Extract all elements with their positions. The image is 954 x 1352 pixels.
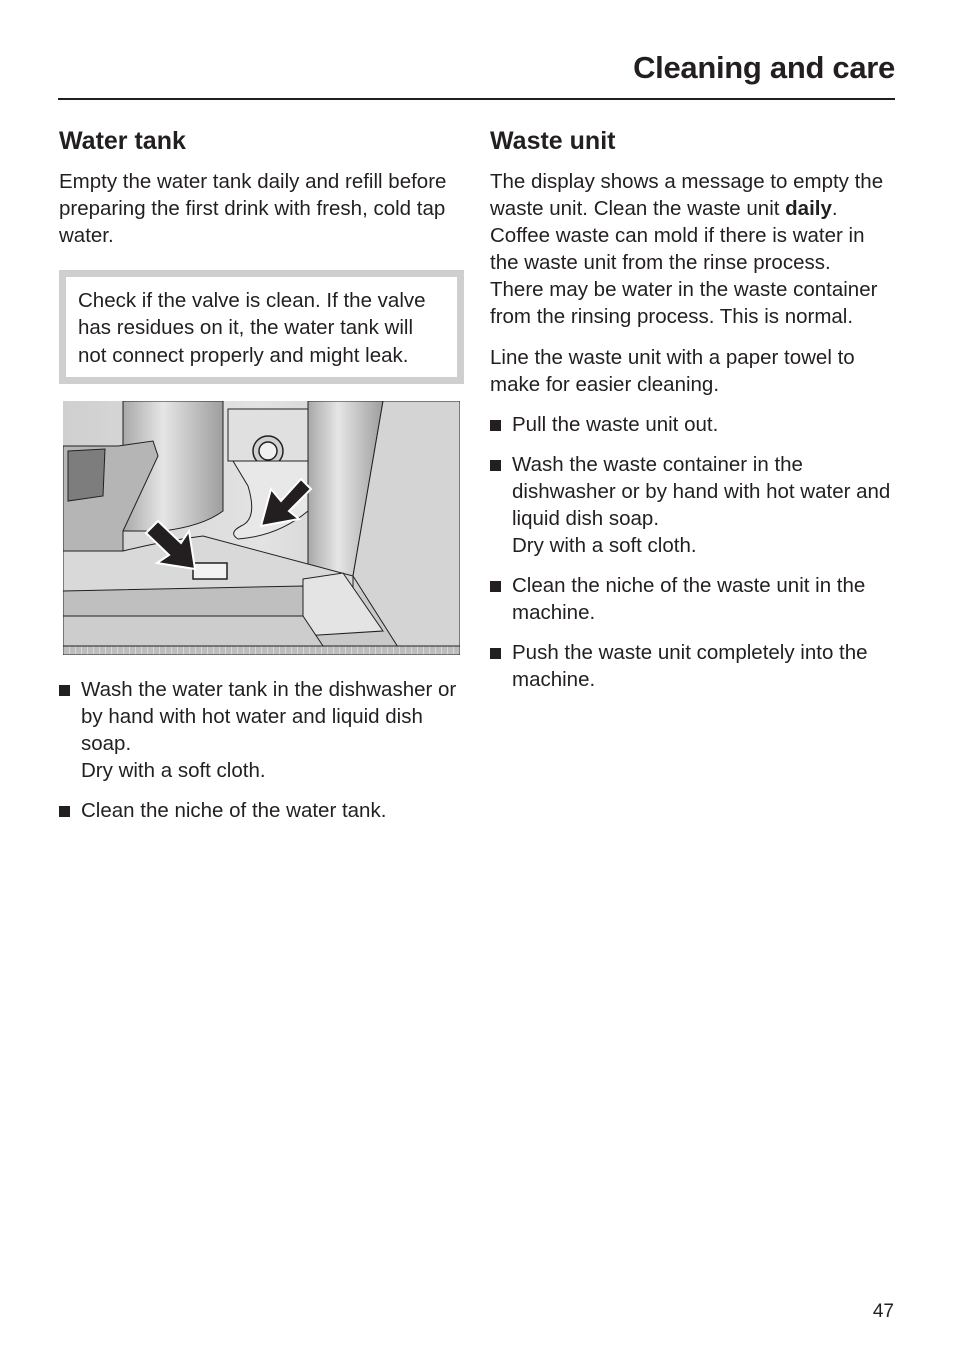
water-tank-steps [59,676,464,824]
header-title: Cleaning and care [633,50,895,85]
valve-notice-box [59,270,464,384]
niche-drawing [63,401,460,655]
bullet-square-icon [490,460,501,471]
header-rule [58,98,895,100]
water-tank-section [59,124,464,824]
bullet-square-icon [59,685,70,696]
waste-unit-section [490,124,896,693]
bullet-square-icon [490,648,501,659]
list-item: Push the waste unit completely into the machine. [490,639,896,693]
waste-unit-heading: Waste unit [490,127,616,155]
water-tank-niche-illustration [63,401,460,655]
page-number: 47 [872,1301,894,1322]
list-item: Pull the waste unit out. [490,411,896,438]
list-item: Clean the niche of the water tank. [59,797,464,824]
list-item: Clean the niche of the waste unit in the machine. [490,572,896,626]
bullet-square-icon [490,581,501,592]
list-item: Wash the water tank in the dishwasher or by hand with hot water and liquid dish soap. Dry with a soft cloth. [59,676,464,784]
bullet-square-icon [490,420,501,431]
water-tank-heading: Water tank [59,127,186,155]
paper-towel-tip: Line the waste unit with a paper towel to make for easier cleaning. [490,346,855,396]
bullet-square-icon [59,806,70,817]
valve-notice-text: Check if the valve is clean. If the valve has residues on it, the water tank will not connect properly and might leak. [78,289,426,367]
waste-unit-steps [490,411,896,693]
water-tank-intro: Empty the water tank daily and refill before preparing the first drink with fresh, cold tap water. [59,170,447,247]
waste-unit-intro: The display shows a message to empty the waste unit. Clean the waste unit daily. Coffee waste can mold if there is water in the waste unit from the rinse process. There may be water in the waste container from the rinsing process. This is normal. [490,170,884,328]
list-item: Wash the waste container in the dishwasher or by hand with hot water and liquid dish soap. Dry with a soft cloth. [490,451,896,559]
